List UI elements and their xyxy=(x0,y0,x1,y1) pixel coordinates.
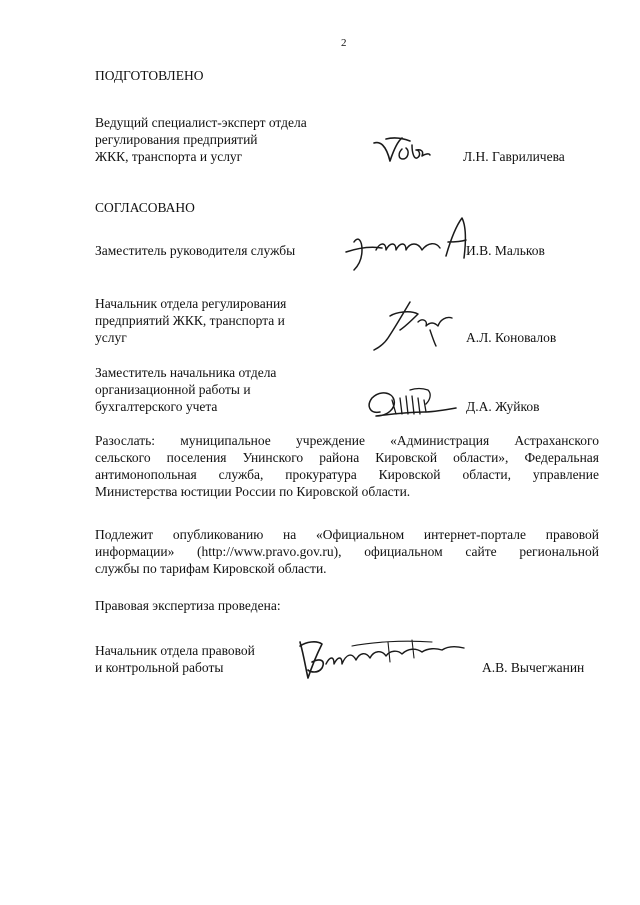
signatory-2-name: А.Л. Коновалов xyxy=(466,330,557,345)
position-line: Начальник отдела регулирования xyxy=(95,296,287,311)
signature-vychegzhanin xyxy=(292,632,472,684)
publication-line: информации» (http://www.pravo.gov.ru), официальном сайте региональной xyxy=(95,544,599,559)
legal-review-name: А.В. Вычегжанин xyxy=(482,660,585,675)
publication-paragraph xyxy=(95,526,599,577)
agreed-heading: СОГЛАСОВАНО xyxy=(95,200,195,215)
signatory-3-name: Д.А. Жуйков xyxy=(466,399,540,414)
signatory-1-name: И.В. Мальков xyxy=(466,243,545,258)
publication-line: службы по тарифам Кировской области. xyxy=(95,561,327,576)
position-line: и контрольной работы xyxy=(95,660,224,675)
signatory-1-position: Заместитель руководителя службы xyxy=(95,243,296,258)
position-line: услуг xyxy=(95,330,127,345)
prepared-name: Л.Н. Гавриличева xyxy=(463,149,565,164)
position-line: Ведущий специалист-эксперт отдела xyxy=(95,115,307,130)
legal-review-position xyxy=(95,642,255,676)
page-number: 2 xyxy=(341,37,347,49)
signature-malkov xyxy=(340,212,475,274)
position-line: предприятий ЖКК, транспорта и xyxy=(95,313,285,328)
position-line: бухгалтерского учета xyxy=(95,399,218,414)
distribution-line: Разослать: муниципальное учреждение «Администрация Астраханского xyxy=(95,433,599,448)
signatory-3-position xyxy=(95,364,276,415)
position-line: Заместитель начальника отдела xyxy=(95,365,277,380)
distribution-line: сельского поселения Унинского района Кировской области», Федеральная xyxy=(95,450,599,465)
distribution-line: Министерства юстиции России по Кировской области. xyxy=(95,484,411,499)
position-line: ЖКК, транспорта и услуг xyxy=(95,149,243,164)
signature-zhuykov xyxy=(362,384,462,424)
distribution-paragraph xyxy=(95,432,599,500)
position-line: Начальник отдела правовой xyxy=(95,643,255,658)
signatory-2-position xyxy=(95,295,286,346)
signature-gavrilicheva xyxy=(372,135,432,171)
publication-line: Подлежит опубликованию на «Официальном интернет-портале правовой xyxy=(95,527,599,542)
prepared-position xyxy=(95,114,307,165)
distribution-line: антимонопольная служба, прокуратура Кировской области, управление xyxy=(95,467,599,482)
position-line: регулирования предприятий xyxy=(95,132,258,147)
prepared-heading: ПОДГОТОВЛЕНО xyxy=(95,68,204,83)
position-line: организационной работы и xyxy=(95,382,251,397)
signature-konovalov xyxy=(370,296,460,356)
legal-review-note: Правовая экспертиза проведена: xyxy=(95,598,281,613)
